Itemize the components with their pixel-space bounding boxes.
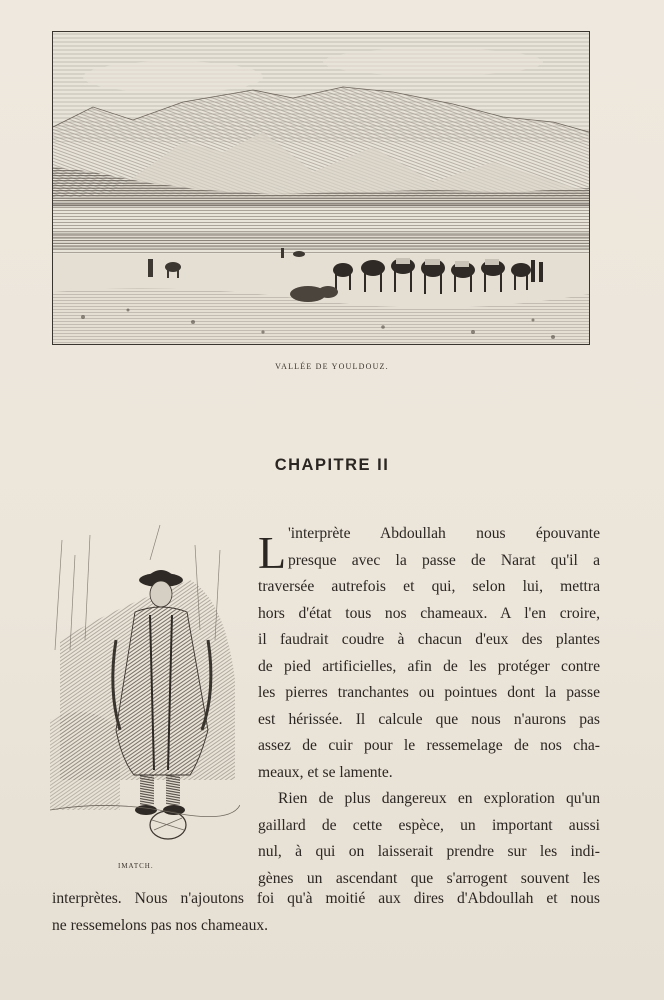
portrait-engraving bbox=[50, 520, 240, 855]
text-line: est hérissée. Il calcule que nous n'aurons pas bbox=[258, 710, 600, 728]
text-line: traversée autrefois et qui, selon lui, mettra bbox=[258, 578, 600, 595]
portrait-caption: IMATCH. bbox=[118, 862, 154, 870]
text-line: ne ressemelons pas nos chameaux. bbox=[52, 916, 269, 934]
paragraph-2-continued bbox=[52, 886, 600, 939]
text-line: hors d'état tous nos chameaux. A l'en croire, bbox=[258, 604, 600, 622]
text-line: meaux, et se lamente. bbox=[258, 763, 393, 781]
chapter-title: CHAPITRE II bbox=[274, 456, 390, 474]
text-line: les pierres tranchantes ou pointues dont la passe bbox=[258, 684, 600, 701]
valley-engraving bbox=[52, 31, 590, 345]
text-line: Rien de plus dangereux en exploration qu'un bbox=[278, 790, 600, 807]
text-line: gènes un ascendant que s'arrogent souvent les bbox=[258, 869, 600, 887]
text-line: gaillard de cette espèce, un important aussi bbox=[258, 816, 600, 834]
text-line: interprètes. Nous n'ajoutons foi qu'à moitié aux dires d'Abdoullah et nous bbox=[52, 890, 600, 907]
text-line: nul, à qui on laisserait prendre sur les indi- bbox=[258, 843, 600, 860]
text-line: assez de cuir pour le ressemelage de nos cha- bbox=[258, 737, 600, 754]
text-line: presque avec la passe de Narat qu'il a bbox=[288, 551, 600, 569]
paragraph-1 bbox=[258, 521, 600, 892]
text-line: il faudrait coudre à chacun d'eux des plantes bbox=[258, 631, 600, 648]
text-line: 'interprète Abdoullah nous épouvante bbox=[288, 525, 600, 542]
illustration-caption: VALLÉE DE YOULDOUZ. bbox=[275, 362, 389, 371]
text-line: de pied artificielles, afin de les protéger contre bbox=[258, 657, 600, 675]
drop-cap: L bbox=[258, 527, 287, 578]
